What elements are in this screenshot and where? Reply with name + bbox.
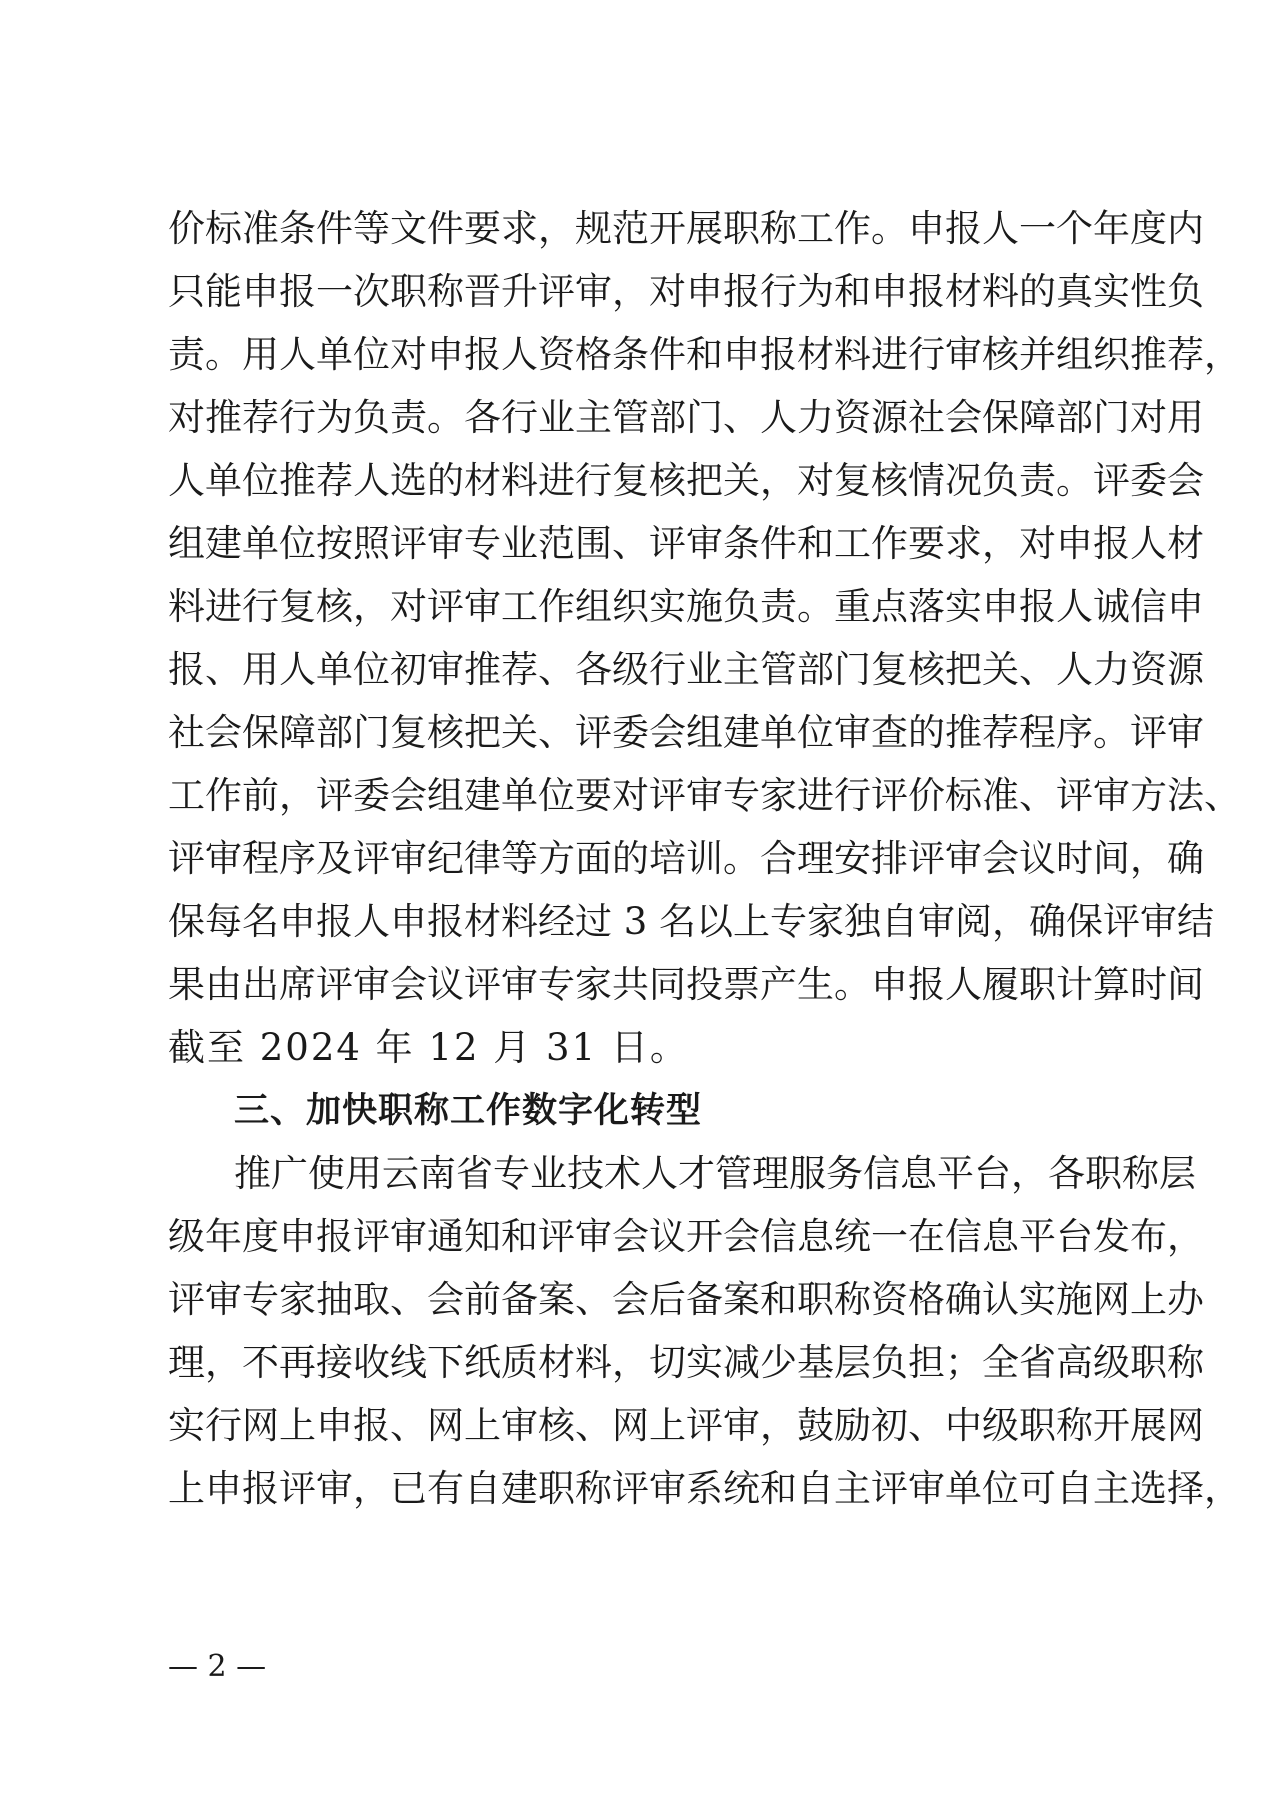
paragraph-line: 料进行复核，对评审工作组织实施负责。重点落实申报人诚信申 — [168, 585, 1204, 628]
paragraph-line: 级年度申报评审通知和评审会议开会信息统一在信息平台发布， — [168, 1215, 1204, 1258]
paragraph-line: 保每名申报人申报材料经过 3 名以上专家独自审阅，确保评审结 — [168, 900, 1215, 943]
paragraph-line: 果由出席评审会议评审专家共同投票产生。申报人履职计算时间 — [168, 963, 1204, 1006]
paragraph-line: 对推荐行为负责。各行业主管部门、人力资源社会保障部门对用 — [168, 396, 1204, 439]
paragraph-line: 只能申报一次职称晋升评审，对申报行为和申报材料的真实性负 — [168, 270, 1204, 313]
paragraph-line: 评审专家抽取、会前备案、会后备案和职称资格确认实施网上办 — [168, 1278, 1204, 1321]
section-heading: 三、加快职称工作数字化转型 — [234, 1091, 703, 1131]
paragraph-line: 评审程序及评审纪律等方面的培训。合理安排评审会议时间，确 — [168, 837, 1204, 880]
paragraph-line: 截至 2024 年 12 月 31 日。 — [168, 1026, 689, 1069]
paragraph-line: 社会保障部门复核把关、评委会组建单位审查的推荐程序。评审 — [168, 711, 1204, 754]
paragraph-line: 组建单位按照评审专业范围、评审条件和工作要求，对申报人材 — [168, 522, 1204, 565]
paragraph-line: 责。用人单位对申报人资格条件和申报材料进行审核并组织推荐， — [168, 333, 1241, 376]
paragraph-line: 人单位推荐人选的材料进行复核把关，对复核情况负责。评委会 — [168, 459, 1204, 502]
paragraph-line: 实行网上申报、网上审核、网上评审，鼓励初、中级职称开展网 — [168, 1404, 1204, 1447]
paragraph-line: 价标准条件等文件要求，规范开展职称工作。申报人一个年度内 — [168, 207, 1204, 250]
page-number: — 2 — — [168, 1649, 267, 1684]
paragraph-line: 上申报评审，已有自建职称评审系统和自主评审单位可自主选择， — [168, 1467, 1241, 1510]
paragraph-line: 推广使用云南省专业技术人才管理服务信息平台，各职称层 — [234, 1152, 1196, 1195]
paragraph-line: 理，不再接收线下纸质材料，切实减少基层负担；全省高级职称 — [168, 1341, 1204, 1384]
paragraph-line: 报、用人单位初审推荐、各级行业主管部门复核把关、人力资源 — [168, 648, 1204, 691]
paragraph-line: 工作前，评委会组建单位要对评审专家进行评价标准、评审方法、 — [168, 774, 1241, 817]
